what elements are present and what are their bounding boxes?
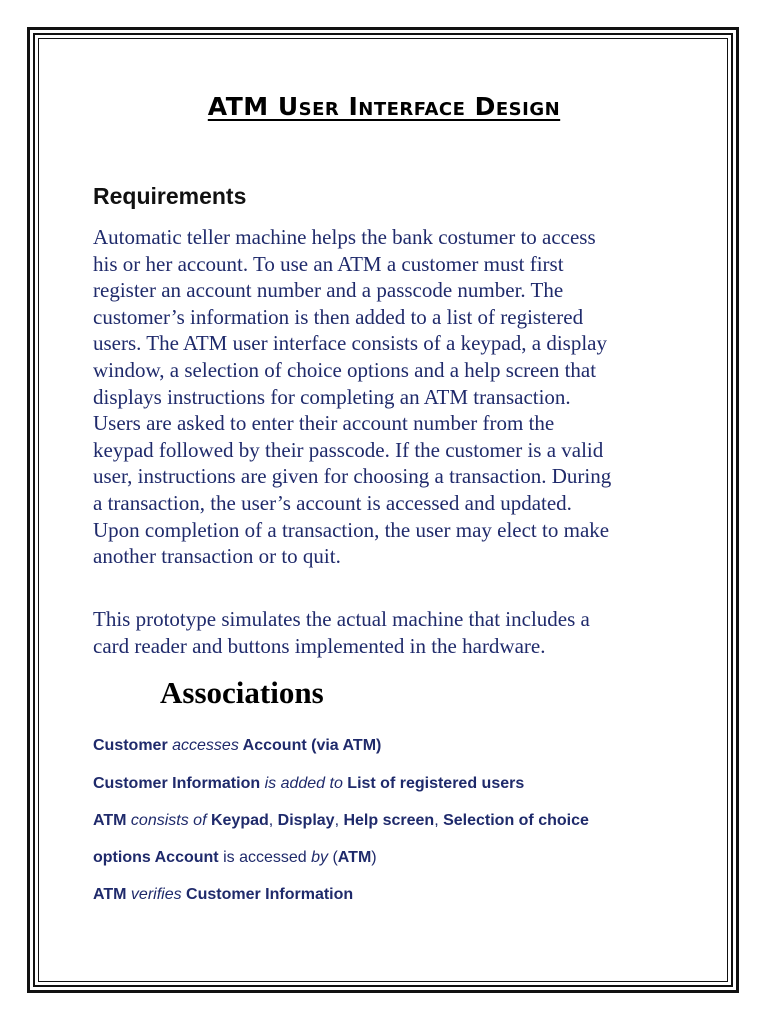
association-item bbox=[93, 886, 353, 904]
association-object: Display bbox=[277, 812, 335, 829]
association-subject: Customer Information bbox=[93, 775, 265, 792]
separator: ( bbox=[328, 849, 338, 866]
association-item bbox=[93, 812, 589, 830]
association-subject: ATM bbox=[93, 886, 131, 903]
association-object: Keypad bbox=[206, 812, 269, 829]
paragraph-line: another transaction or to quit. bbox=[93, 544, 341, 569]
separator: , bbox=[434, 812, 444, 829]
association-item bbox=[93, 849, 377, 867]
association-verb: accesses bbox=[172, 737, 239, 754]
associations-heading: Associations bbox=[160, 675, 324, 710]
association-verb: verifies bbox=[130, 886, 182, 903]
paragraph-line: Automatic teller machine helps the bank costumer to access bbox=[93, 225, 596, 249]
prototype-paragraph bbox=[93, 606, 693, 659]
requirements-heading: Requirements bbox=[93, 183, 247, 209]
paragraph-line: user, instructions are given for choosing a transaction. During bbox=[93, 464, 612, 489]
association-verb: consists of bbox=[130, 812, 207, 829]
separator: , bbox=[268, 812, 278, 829]
association-subject: Customer bbox=[93, 737, 173, 754]
paragraph-line: users. The ATM user interface consists of a keypad, a display bbox=[93, 331, 607, 356]
association-verb: by bbox=[311, 849, 329, 866]
paragraph-line: a transaction, the user’s account is accessed and updated. bbox=[93, 490, 572, 515]
association-item bbox=[93, 775, 524, 793]
paragraph-line: card reader and buttons implemented in the hardware. bbox=[93, 633, 546, 658]
association-object: Help screen bbox=[343, 812, 435, 829]
paragraph-line: his or her account. To use an ATM a customer must first bbox=[93, 251, 564, 276]
association-verb: is added to bbox=[264, 775, 343, 792]
paragraph-line: This prototype simulates the actual machine that includes a bbox=[93, 607, 590, 631]
paragraph-line: Users are asked to enter their account number from the bbox=[93, 411, 555, 436]
association-object: ATM bbox=[337, 849, 372, 866]
page-title: ATM User Interface Design bbox=[207, 92, 561, 121]
paragraph-line: Upon completion of a transaction, the user may elect to make bbox=[93, 517, 610, 542]
association-text: is accessed bbox=[218, 849, 312, 866]
association-item bbox=[93, 737, 381, 755]
paragraph-line: register an account number and a passcode number. The bbox=[93, 278, 564, 303]
association-object: Account (via ATM) bbox=[238, 737, 382, 754]
association-object: Selection of choice bbox=[443, 812, 589, 829]
paragraph-line: customer’s information is then added to a list of registered bbox=[93, 304, 584, 329]
separator: ) bbox=[371, 849, 377, 866]
paragraph-line: window, a selection of choice options and a help screen that bbox=[93, 357, 597, 382]
association-object: Customer Information bbox=[181, 886, 354, 903]
association-object: List of registered users bbox=[342, 775, 525, 792]
separator: , bbox=[334, 812, 344, 829]
paragraph-line: keypad followed by their passcode. If the customer is a valid bbox=[93, 437, 604, 462]
association-subject: ATM bbox=[93, 812, 131, 829]
paragraph-line: displays instructions for completing an ATM transaction. bbox=[93, 384, 571, 409]
requirements-paragraph bbox=[93, 224, 693, 570]
association-subject: options Account bbox=[93, 849, 219, 866]
